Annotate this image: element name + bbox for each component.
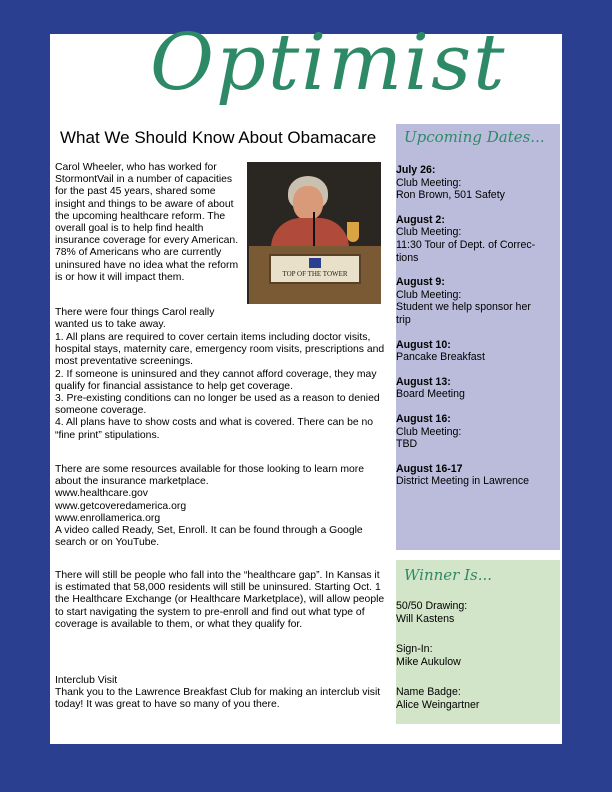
winner-item <box>396 600 560 625</box>
winner-label: 50/50 Drawing: <box>396 600 468 612</box>
winner-item <box>396 686 560 711</box>
event-detail: Pancake Breakfast <box>396 351 485 364</box>
event-detail: Club Meeting: <box>396 176 462 189</box>
healthcare-gap-paragraph: There will still be people who fall into the “healthcare gap”. In Kansas it is estimated that 58,000 residents will still be uninsured. Starting Oct. 1 the Healthcare Exchange (or Healthcare Marketplace), will allow people to start navigating the system to pre-enroll and find out what type of coverage is available to them, or what they qualify for. <box>55 570 385 630</box>
tower-logo-icon <box>309 258 321 268</box>
event-item <box>396 413 560 451</box>
event-detail: tions <box>396 251 419 264</box>
event-detail: Board Meeting <box>396 388 465 401</box>
list-item: 2. If someone is uninsured and they cannot afford coverage, they may qualify for financial assistance to help get coverage. <box>55 368 377 392</box>
list-item: 1. All plans are required to cover certain items including doctor visits, hospital stays, maternity care, emergency room visits, prescriptions and most preventative screenings. <box>55 332 385 368</box>
podium-sign <box>269 254 361 284</box>
event-detail: District Meeting in Lawrence <box>396 475 530 488</box>
list-item: 4. All plans have to show costs and what is covered. There can be no “fine print” stipulations. <box>55 417 374 441</box>
event-detail: Ron Brown, 501 Safety <box>396 189 505 202</box>
event-item <box>396 164 560 202</box>
event-date: July 26: <box>396 164 436 176</box>
event-detail: Club Meeting: <box>396 288 462 301</box>
interclub-title: Interclub Visit <box>55 675 118 686</box>
event-date: August 16-17 <box>396 462 463 475</box>
resource-link[interactable]: www.enrollamerica.org <box>55 512 161 524</box>
takeaways-list <box>55 332 385 442</box>
event-item <box>396 339 560 364</box>
event-date: August 13: <box>396 375 451 388</box>
event-detail: trip <box>396 313 411 326</box>
podium-sign-text: TOP OF THE TOWER <box>282 270 348 278</box>
interclub-text: Thank you to the Lawrence Breakfast Club for making an interclub visit today! It was great to have so many of you there. <box>55 687 381 711</box>
winners-panel <box>396 560 560 724</box>
article-intro: Carol Wheeler, who has worked for StormontVail in a number of capacities for the past 45 years, shared some insight and things to be aware of about the upcoming healthcare reform. The overall goal is to help find health insurance coverage for every American. 78% of Americans who are currently uninsured have no idea what the reform is or how it will impact them. <box>55 162 239 283</box>
event-detail: Club Meeting: <box>396 425 462 438</box>
interclub-section <box>55 675 385 712</box>
event-item <box>396 376 560 401</box>
article-headline: What We Should Know About Obamacare <box>60 128 377 147</box>
event-date: August 9: <box>396 276 445 289</box>
events-list <box>396 164 560 500</box>
event-item <box>396 276 560 326</box>
event-detail: Student we help sponsor her <box>396 301 531 314</box>
winner-item <box>396 643 560 668</box>
event-date: August 2: <box>396 213 445 226</box>
winner-name: Alice Weingartner <box>396 698 480 711</box>
winner-label: Sign-In: <box>396 643 433 656</box>
winner-name: Will Kastens <box>396 612 455 625</box>
resources-section: There are some resources available for those looking to learn more about the insurance marketplace. www.healthcare.gov www.getcoveredamerica.org www.enrollamerica.org A video called Ready, Set, Enroll. It can be found through a Google search or on YouTube. <box>55 464 385 549</box>
event-item <box>396 463 560 488</box>
takeaways-intro: There were four things Carol really wanted us to take away. <box>55 307 215 331</box>
resource-link[interactable]: www.getcoveredamerica.org <box>55 500 187 512</box>
resource-link[interactable]: www.healthcare.gov <box>55 488 148 500</box>
event-detail: 11:30 Tour of Dept. of Correc- <box>396 238 536 251</box>
upcoming-dates-panel <box>396 124 560 550</box>
winner-name: Mike Aukulow <box>396 655 461 668</box>
event-detail: TBD <box>396 438 418 451</box>
list-item: 3. Pre-existing conditions can no longer be used as a reason to denied someone coverage. <box>55 393 380 417</box>
speaker-photo <box>247 162 381 304</box>
event-date: August 10: <box>396 338 451 351</box>
event-date: August 16: <box>396 412 451 425</box>
winner-label: Name Badge: <box>396 686 461 699</box>
winners-list <box>396 600 560 730</box>
event-item <box>396 214 560 264</box>
masthead <box>0 0 612 110</box>
upcoming-dates-title: Upcoming Dates... <box>404 128 545 146</box>
newsletter-title: Optimist <box>150 18 507 108</box>
winners-title: Winner Is... <box>404 566 493 584</box>
event-detail: Club Meeting: <box>396 226 462 239</box>
